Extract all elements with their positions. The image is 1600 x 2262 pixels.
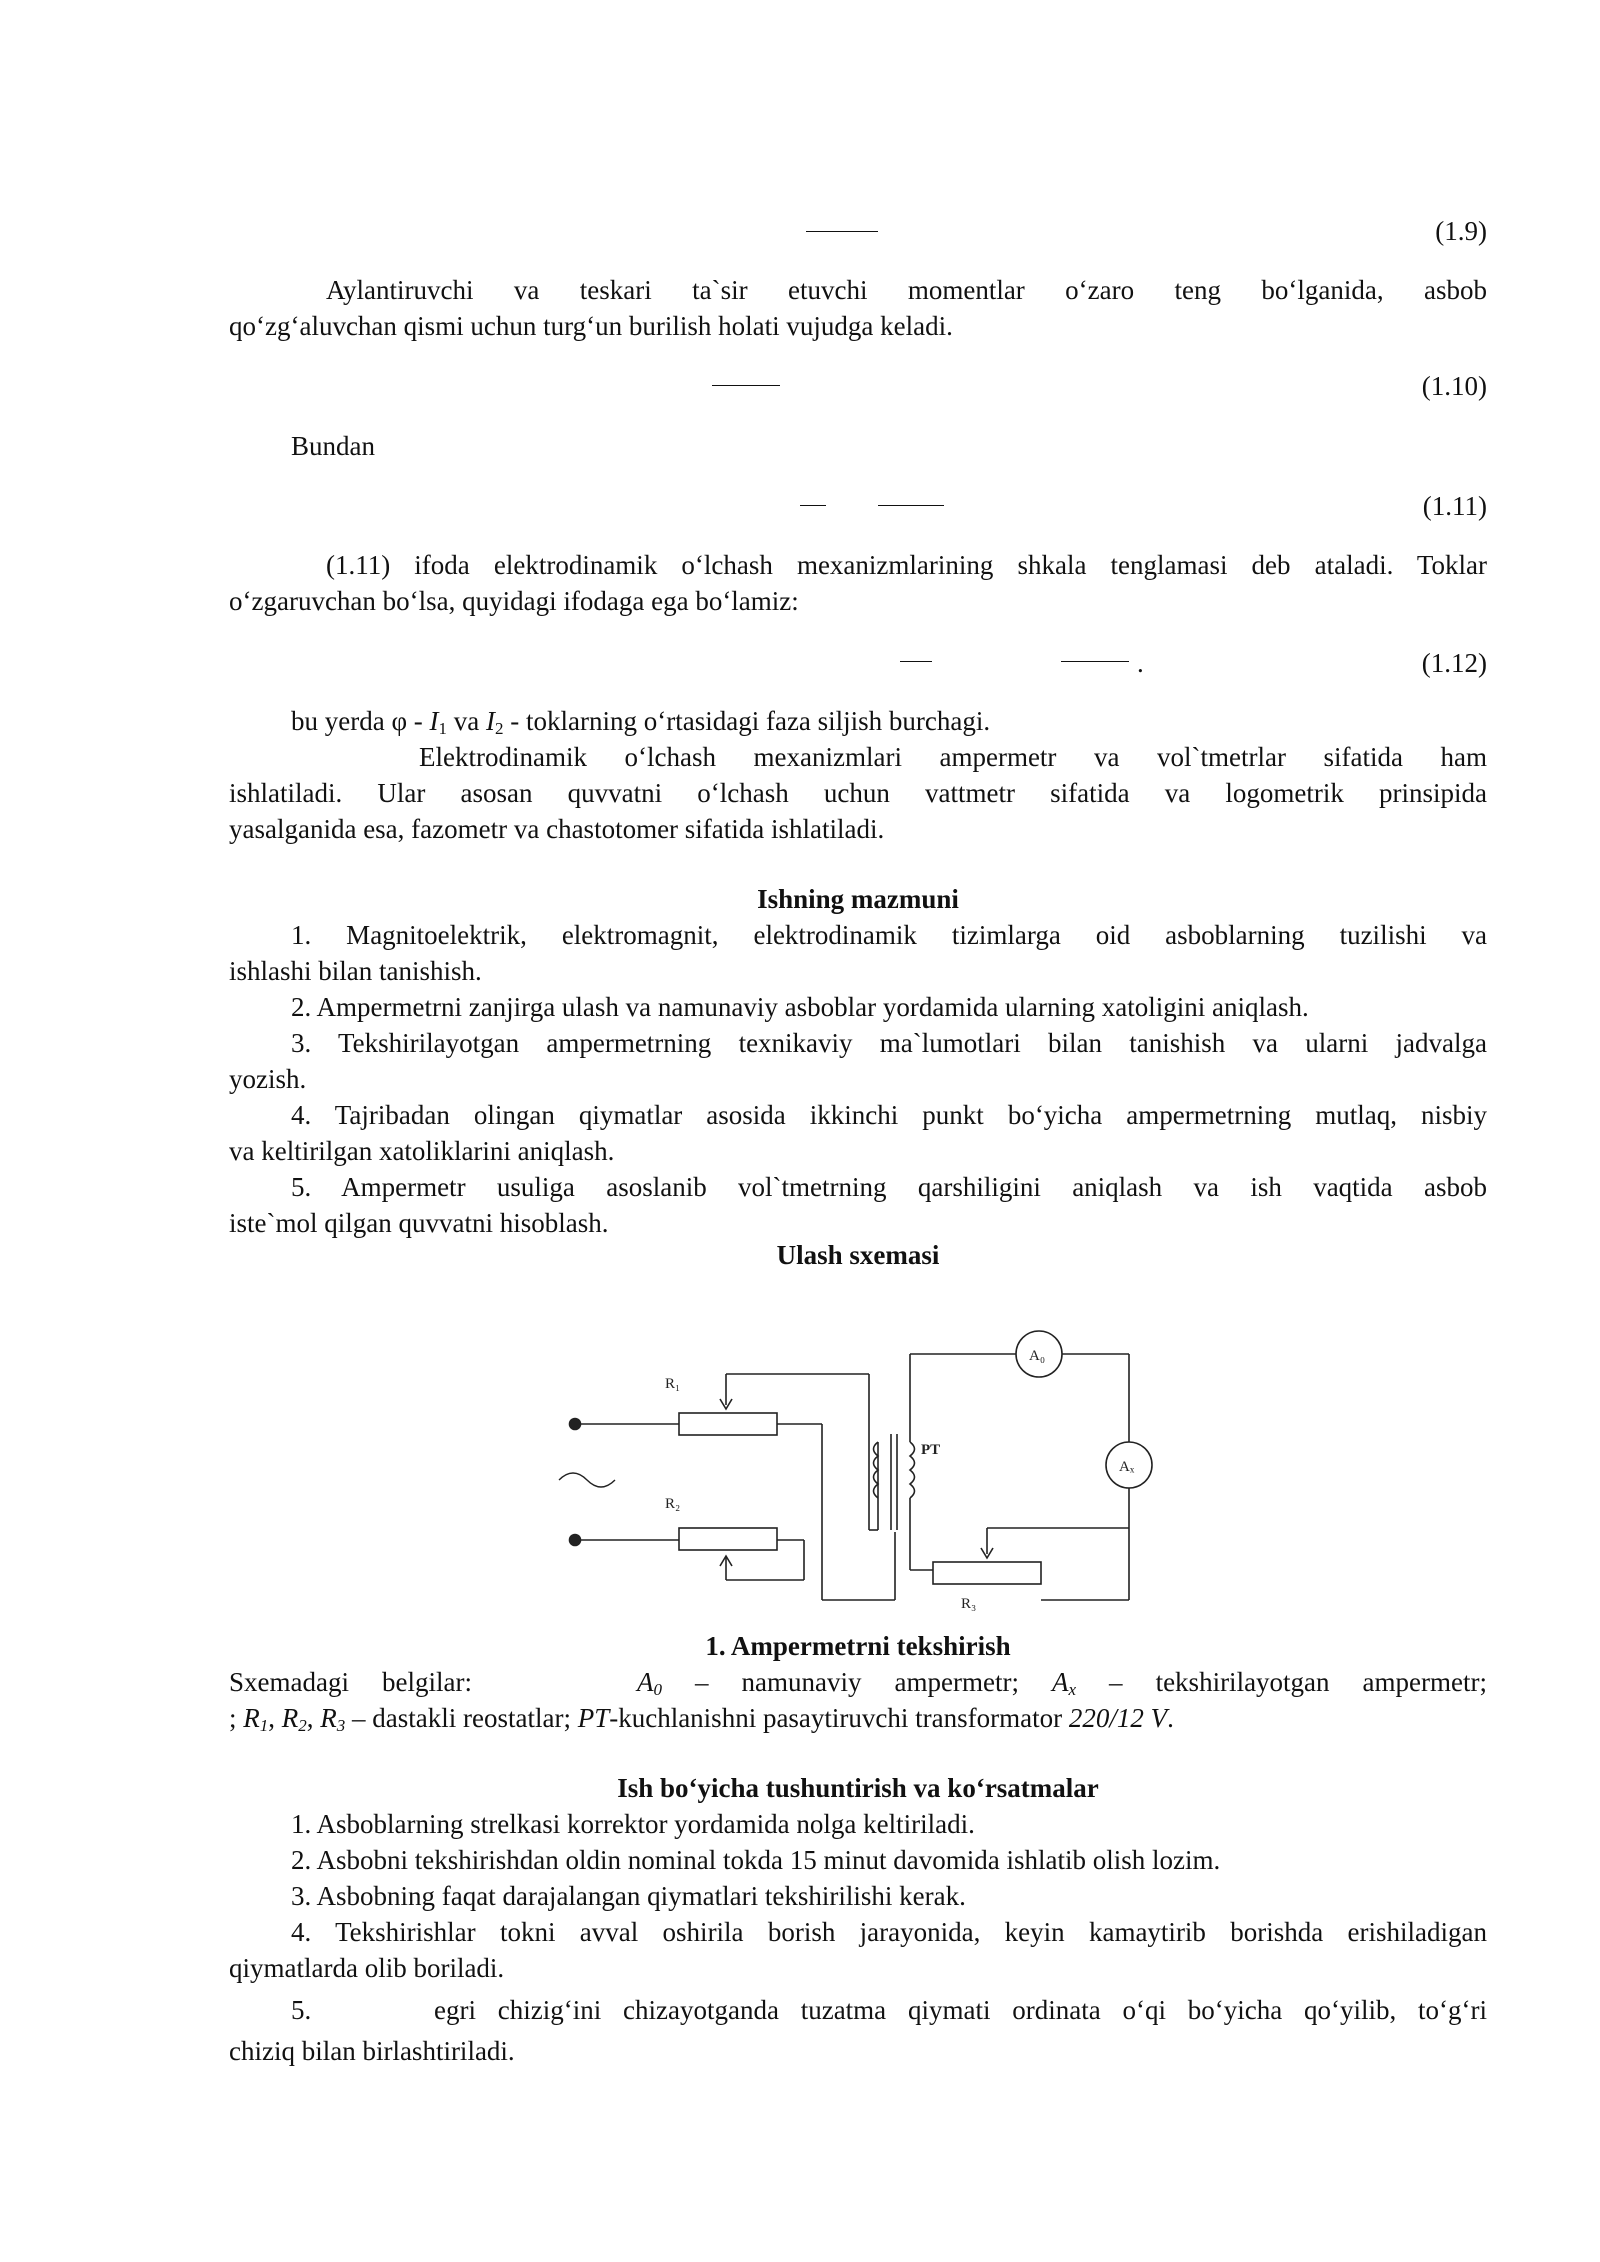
list-item: ishlashi bilan tanishish. bbox=[229, 956, 482, 986]
fraction-bar bbox=[900, 661, 932, 662]
terminal-bottom bbox=[570, 1535, 581, 1546]
paragraph-line: Aylantiruvchi va teskari ta`sir etuvchi momentlar o‘zaro teng bo‘lganida, asbob bbox=[326, 275, 1487, 305]
terminal-top bbox=[570, 1419, 581, 1430]
section-heading: Ishning mazmuni bbox=[757, 884, 959, 914]
resistor-r1 bbox=[679, 1413, 777, 1435]
list-item: 5. Ampermetr usuliga asoslanib vol`tmetrning qarshiligini aniqlash va ish vaqtida asbob bbox=[291, 1172, 1487, 1202]
label-ax: Aₓ bbox=[1119, 1459, 1135, 1475]
list-item: 2. Ampermetrni zanjirga ulash va namunaviy asboblar yordamida ularning xatoligini aniqlash. bbox=[291, 992, 1309, 1022]
label-pt: PT bbox=[921, 1442, 941, 1458]
list-item: 1. Magnitoelektrik, elektromagnit, elektrodinamik tizimlarga oid asboblarning tuzilishi va bbox=[291, 920, 1487, 950]
equation-number: (1.9) bbox=[1435, 216, 1487, 246]
paragraph-line: Bundan bbox=[291, 431, 375, 461]
circuit-diagram bbox=[229, 1330, 1487, 1620]
fraction-bar bbox=[1061, 661, 1129, 662]
list-item: egri chizig‘ini chizayotganda tuzatma qiymati ordinata o‘qi bo‘yicha qo‘yilib, to‘g‘ri bbox=[434, 1995, 1487, 2025]
paragraph-line: yasalganida esa, fazometr va chastotomer sifatida ishlatiladi. bbox=[229, 814, 885, 844]
fraction-bar bbox=[712, 385, 780, 386]
list-item: yozish. bbox=[229, 1064, 307, 1094]
paragraph-line: o‘zgaruvchan bo‘lsa, quyidagi ifodaga ega bo‘lamiz: bbox=[229, 586, 799, 616]
transformer-secondary bbox=[910, 1442, 915, 1498]
fraction-bar bbox=[800, 505, 826, 506]
list-item: 4. Tekshirishlar tokni avval oshirila borish jarayonida, keyin kamaytirib borishda erishiladigan bbox=[291, 1917, 1487, 1947]
section-heading: Ulash sxemasi bbox=[776, 1240, 940, 1270]
list-item-number: 5. bbox=[291, 1995, 312, 2025]
list-item: qiymatlarda olib boriladi. bbox=[229, 1953, 505, 1983]
label-a0: A₀ bbox=[1029, 1348, 1046, 1364]
paragraph-line: ishlatiladi. Ular asosan quvvatni o‘lchash uchun vattmetr sifatida va logometrik prinsipida bbox=[229, 778, 1487, 808]
section-heading: Ish bo‘yicha tushuntirish va ko‘rsatmalar bbox=[617, 1773, 1099, 1803]
resistor-r3 bbox=[933, 1562, 1041, 1584]
ac-source-icon bbox=[559, 1473, 615, 1487]
equation-number: (1.10) bbox=[1421, 371, 1487, 401]
list-item: 4. Tajribadan olingan qiymatlar asosida ikkinchi punkt bo‘yicha ampermetrning mutlaq, nisbiy bbox=[291, 1100, 1487, 1130]
label-r3: R₃ bbox=[961, 1596, 977, 1612]
list-item: 3. Tekshirilayotgan ampermetrning texnikaviy ma`lumotlari bilan tanishish va ularni jadvalga bbox=[291, 1028, 1487, 1058]
equation-dot: . bbox=[1137, 648, 1144, 678]
legend-line: ; $R_1$, $R_2$, $R_3$ – dastakli reostatlar; PT-kuchlanishni pasaytiruvchi transformator 220/12 V. bbox=[229, 1703, 1174, 1735]
paragraph-line: qo‘zg‘aluvchan qismi uchun turg‘un burilish holati vujudga keladi. bbox=[229, 311, 953, 341]
list-item: iste`mol qilgan quvvatni hisoblash. bbox=[229, 1208, 609, 1238]
list-item: 1. Asboblarning strelkasi korrektor yordamida nolga keltiriladi. bbox=[291, 1809, 975, 1839]
label-r2: R₂ bbox=[665, 1496, 681, 1512]
equation-number: (1.12) bbox=[1421, 648, 1487, 678]
list-item: chiziq bilan birlashtiriladi. bbox=[229, 2036, 515, 2066]
document-page bbox=[229, 0, 1487, 2262]
label-r1: R₁ bbox=[665, 1376, 681, 1392]
paragraph-line: (1.11) ifoda elektrodinamik o‘lchash mexanizmlarining shkala tenglamasi deb ataladi. Toklar bbox=[326, 550, 1487, 580]
resistor-r2 bbox=[679, 1528, 777, 1550]
list-item: va keltirilgan xatoliklarini aniqlash. bbox=[229, 1136, 615, 1166]
legend-line: Sxemadagi belgilar: $A_0$ – namunaviy ampermetr; $A_x$ – tekshirilayotgan ampermetr; bbox=[229, 1667, 1487, 1699]
fraction-bar bbox=[806, 231, 878, 232]
list-item: 2. Asbobni tekshirishdan oldin nominal tokda 15 minut davomida ishlatib olish lozim. bbox=[291, 1845, 1221, 1875]
paragraph-line: bu yerda φ - $I_1$ va $I_2$ - toklarning o‘rtasidagi faza siljish burchagi. bbox=[291, 706, 991, 738]
figure-caption: 1. Ampermetrni tekshirish bbox=[705, 1631, 1011, 1661]
equation-number: (1.11) bbox=[1422, 491, 1487, 521]
paragraph-line: Elektrodinamik o‘lchash mexanizmlari ampermetr va vol`tmetrlar sifatida ham bbox=[419, 742, 1487, 772]
list-item: 3. Asbobning faqat darajalangan qiymatlari tekshirilishi kerak. bbox=[291, 1881, 966, 1911]
fraction-bar bbox=[878, 505, 944, 506]
